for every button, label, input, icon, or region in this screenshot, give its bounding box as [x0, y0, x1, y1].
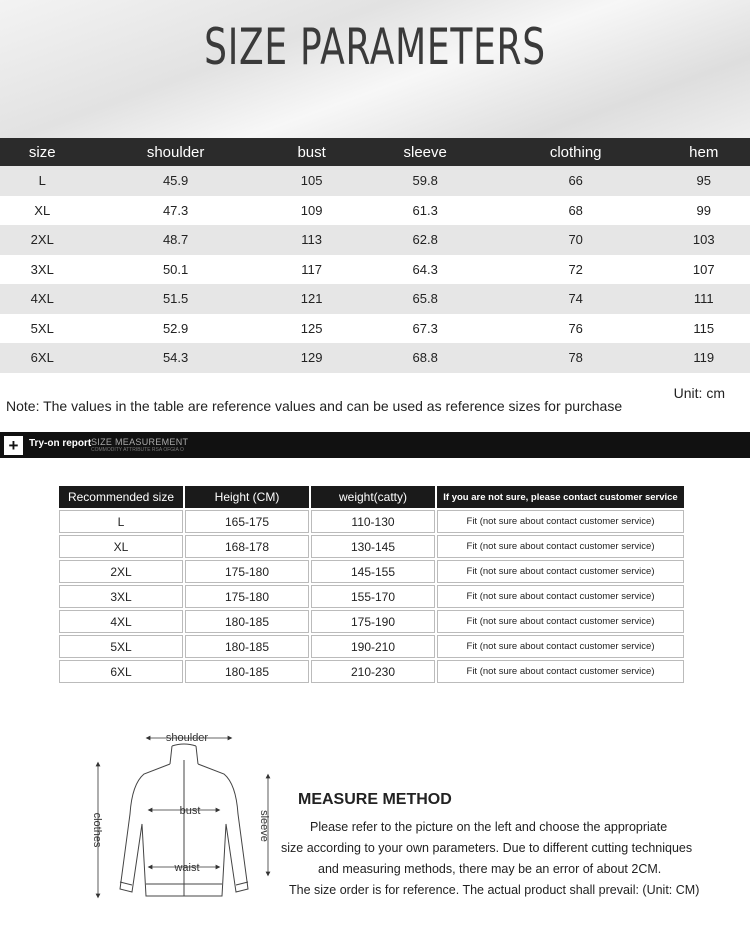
cell-size: L	[0, 166, 85, 196]
jacket-measurement-diagram	[84, 724, 284, 920]
cell-fit: Fit (not sure about contact customer service)	[437, 510, 684, 533]
table-header-row	[0, 138, 750, 166]
table-row	[0, 196, 750, 226]
cell-sleeve: 62.8	[357, 225, 494, 255]
cell-clothing: 76	[494, 314, 658, 344]
cell-shoulder: 54.3	[85, 343, 267, 373]
cell-shoulder: 45.9	[85, 166, 267, 196]
cell-bust: 117	[267, 255, 357, 285]
header-size: size	[0, 138, 85, 166]
recommended-size-table	[57, 484, 686, 685]
table-row	[0, 225, 750, 255]
size-parameters-table	[0, 138, 750, 373]
table-row	[59, 610, 684, 633]
cell-sleeve: 67.3	[357, 314, 494, 344]
cell-hem: 115	[658, 314, 750, 344]
cell-clothing: 70	[494, 225, 658, 255]
cell-bust: 125	[267, 314, 357, 344]
measure-line-4: The size order is for reference. The actual product shall prevail: (Unit: CM)	[289, 883, 700, 897]
cell-size: 4XL	[0, 284, 85, 314]
cell-height: 165-175	[185, 510, 309, 533]
table-row	[59, 660, 684, 683]
cell-height: 180-185	[185, 635, 309, 658]
unit-label: Unit: cm	[673, 385, 725, 401]
table-row	[0, 284, 750, 314]
cell-size: 5XL	[59, 635, 183, 658]
cell-fit: Fit (not sure about contact customer service)	[437, 560, 684, 583]
header-weight: weight(catty)	[311, 486, 435, 508]
cell-hem: 103	[658, 225, 750, 255]
cell-weight: 190-210	[311, 635, 435, 658]
cell-height: 168-178	[185, 535, 309, 558]
cell-bust: 105	[267, 166, 357, 196]
measure-method-title: MEASURE METHOD	[298, 791, 452, 808]
hero-banner	[0, 0, 750, 140]
cell-weight: 210-230	[311, 660, 435, 683]
try-on-label: Try-on report	[29, 438, 92, 449]
header-recommended-size: Recommended size	[59, 486, 183, 508]
page-title: SIZE PARAMETERS	[204, 18, 546, 76]
cell-clothing: 68	[494, 196, 658, 226]
cell-bust: 113	[267, 225, 357, 255]
cell-height: 175-180	[185, 560, 309, 583]
table-row	[0, 166, 750, 196]
table-row	[0, 255, 750, 285]
header-shoulder: shoulder	[85, 138, 267, 166]
table-row	[59, 535, 684, 558]
table-row	[0, 314, 750, 344]
cell-clothing: 78	[494, 343, 658, 373]
cell-clothing: 74	[494, 284, 658, 314]
header-hem: hem	[658, 138, 750, 166]
cell-shoulder: 51.5	[85, 284, 267, 314]
header-height: Height (CM)	[185, 486, 309, 508]
cell-hem: 99	[658, 196, 750, 226]
cell-height: 175-180	[185, 585, 309, 608]
measure-line-3: and measuring methods, there may be an error of about 2CM.	[318, 862, 662, 876]
header-bust: bust	[267, 138, 357, 166]
header-sleeve: sleeve	[357, 138, 494, 166]
cell-size: 6XL	[59, 660, 183, 683]
banner-subtitle: COMMODITY ATTRIBUTE RSA OFGIA O	[91, 447, 184, 453]
cell-size: 5XL	[0, 314, 85, 344]
cell-hem: 107	[658, 255, 750, 285]
cell-fit: Fit (not sure about contact customer service)	[437, 535, 684, 558]
waist-label: waist	[174, 862, 200, 874]
cell-sleeve: 68.8	[357, 343, 494, 373]
cell-sleeve: 65.8	[357, 284, 494, 314]
cell-size: L	[59, 510, 183, 533]
cell-fit: Fit (not sure about contact customer service)	[437, 660, 684, 683]
header-clothing: clothing	[494, 138, 658, 166]
table-header-row	[59, 486, 684, 508]
cell-clothing: 66	[494, 166, 658, 196]
cell-size: 6XL	[0, 343, 85, 373]
measure-line-1: Please refer to the picture on the left and choose the appropriate	[310, 820, 668, 834]
cell-shoulder: 50.1	[85, 255, 267, 285]
cell-bust: 109	[267, 196, 357, 226]
cell-size: 2XL	[59, 560, 183, 583]
cell-size: 3XL	[59, 585, 183, 608]
cell-size: 2XL	[0, 225, 85, 255]
size-measurement-banner	[0, 432, 750, 458]
cell-weight: 155-170	[311, 585, 435, 608]
cell-hem: 95	[658, 166, 750, 196]
cell-fit: Fit (not sure about contact customer service)	[437, 585, 684, 608]
plus-icon: +	[4, 436, 23, 455]
cell-weight: 175-190	[311, 610, 435, 633]
cell-size: XL	[59, 535, 183, 558]
cell-height: 180-185	[185, 610, 309, 633]
cell-weight: 130-145	[311, 535, 435, 558]
cell-hem: 111	[658, 284, 750, 314]
cell-size: XL	[0, 196, 85, 226]
table-row	[59, 585, 684, 608]
clothes-label: clothes	[91, 812, 103, 848]
sleeve-label: sleeve	[258, 810, 270, 842]
table-row	[59, 560, 684, 583]
reference-note: Note: The values in the table are reference values and can be used as reference sizes for purchase	[6, 398, 623, 414]
cell-bust: 121	[267, 284, 357, 314]
cell-size: 3XL	[0, 255, 85, 285]
cell-fit: Fit (not sure about contact customer service)	[437, 610, 684, 633]
cell-shoulder: 48.7	[85, 225, 267, 255]
header-contact-note: If you are not sure, please contact customer service	[437, 486, 684, 508]
cell-sleeve: 59.8	[357, 166, 494, 196]
cell-size: 4XL	[59, 610, 183, 633]
cell-shoulder: 52.9	[85, 314, 267, 344]
shoulder-label: shoulder	[165, 732, 209, 744]
cell-sleeve: 64.3	[357, 255, 494, 285]
cell-shoulder: 47.3	[85, 196, 267, 226]
table-row	[59, 635, 684, 658]
cell-hem: 119	[658, 343, 750, 373]
size-measurement-label: SIZE MEASUREMENT	[91, 437, 189, 447]
cell-height: 180-185	[185, 660, 309, 683]
cell-weight: 110-130	[311, 510, 435, 533]
bust-label: bust	[179, 805, 201, 817]
cell-fit: Fit (not sure about contact customer service)	[437, 635, 684, 658]
cell-clothing: 72	[494, 255, 658, 285]
cell-sleeve: 61.3	[357, 196, 494, 226]
table-row	[59, 510, 684, 533]
cell-bust: 129	[267, 343, 357, 373]
measure-line-2: size according to your own parameters. Due to different cutting techniques	[281, 841, 693, 855]
cell-weight: 145-155	[311, 560, 435, 583]
table-row	[0, 343, 750, 373]
